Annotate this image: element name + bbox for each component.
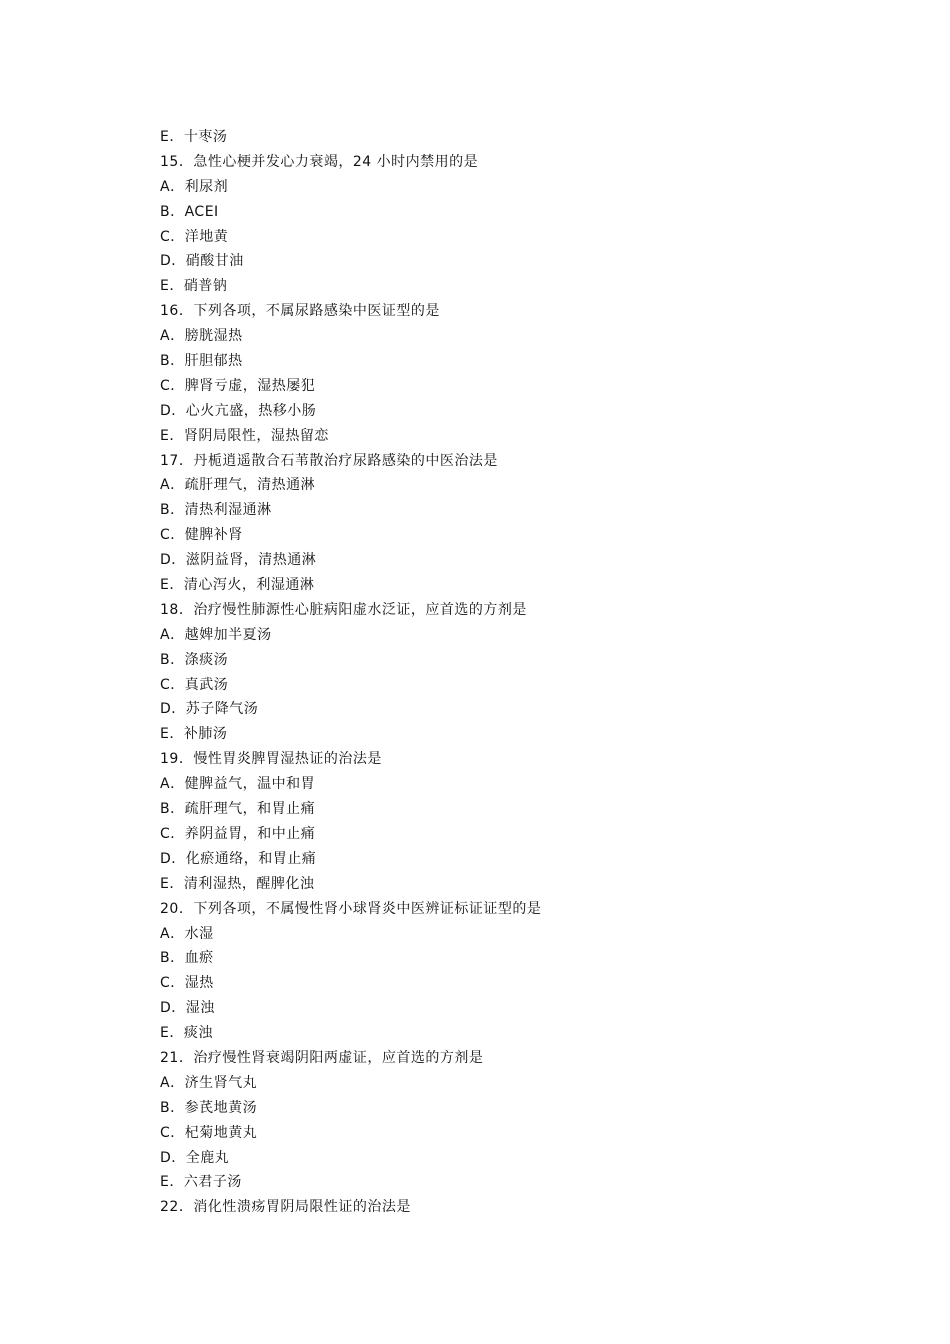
- option-line: A．越婢加半夏汤: [160, 626, 272, 643]
- option-line: E．六君子汤: [160, 1174, 242, 1191]
- option-line: D．硝酸甘油: [160, 253, 244, 270]
- question-line: 16．下列各项，不属尿路感染中医证型的是: [160, 303, 440, 320]
- question-line: 15．急性心梗并发心力衰竭，24 小时内禁用的是: [160, 153, 479, 170]
- option-line: C．养阴益胃，和中止痛: [160, 825, 316, 842]
- question-line: 17．丹栀逍遥散合石苇散治疗尿路感染的中医治法是: [160, 452, 498, 469]
- option-line: B．血瘀: [160, 950, 214, 967]
- option-line: D．苏子降气汤: [160, 701, 259, 718]
- option-line: C．脾肾亏虚，湿热屡犯: [160, 377, 316, 394]
- question-line: 20．下列各项，不属慢性肾小球肾炎中医辨证标证证型的是: [160, 900, 542, 917]
- option-line: C．杞菊地黄丸: [160, 1124, 258, 1141]
- option-line: E．清心泻火，利湿通淋: [160, 577, 315, 594]
- question-line: 18．治疗慢性肺源性心脏病阳虚水泛证，应首选的方剂是: [160, 601, 527, 618]
- option-line: C．洋地黄: [160, 228, 229, 245]
- option-line: E．硝普钠: [160, 278, 228, 295]
- question-line: 21．治疗慢性肾衰竭阴阳两虚证，应首选的方剂是: [160, 1049, 484, 1066]
- question-line: 19．慢性胃炎脾胃湿热证的治法是: [160, 751, 382, 768]
- option-line: D．湿浊: [160, 1000, 215, 1017]
- option-line: D．全鹿丸: [160, 1149, 230, 1166]
- option-line: D．心火亢盛，热移小肠: [160, 402, 317, 419]
- option-line: E．痰浊: [160, 1025, 213, 1042]
- option-line: A．水湿: [160, 925, 214, 942]
- option-line: E．清利湿热，醒脾化浊: [160, 875, 315, 892]
- option-line: B．肝胆郁热: [160, 353, 243, 370]
- option-line: A．利尿剂: [160, 178, 229, 195]
- question-line: 22．消化性溃疡胃阴局限性证的治法是: [160, 1199, 411, 1216]
- option-line: B．涤痰汤: [160, 651, 229, 668]
- option-line: A．膀胱湿热: [160, 328, 243, 345]
- option-line: A．济生肾气丸: [160, 1074, 258, 1091]
- option-line: E．十枣汤: [160, 129, 228, 145]
- option-line: B．ACEI: [160, 203, 219, 220]
- option-line: E．补肺汤: [160, 726, 228, 743]
- option-line: B．参芪地黄汤: [160, 1099, 258, 1116]
- option-line: D．化瘀通络，和胃止痛: [160, 850, 317, 867]
- option-line: B．清热利湿通淋: [160, 502, 272, 519]
- option-line: C．湿热: [160, 975, 214, 992]
- option-line: E．肾阴局限性，湿热留恋: [160, 427, 329, 444]
- document-page: [160, 125, 860, 1220]
- option-line: D．滋阴益肾，清热通淋: [160, 552, 317, 569]
- option-line: C．真武汤: [160, 676, 229, 693]
- option-line: C．健脾补肾: [160, 527, 243, 544]
- option-line: A．健脾益气，温中和胃: [160, 776, 316, 793]
- option-line: B．疏肝理气，和胃止痛: [160, 801, 316, 818]
- option-line: A．疏肝理气，清热通淋: [160, 477, 316, 494]
